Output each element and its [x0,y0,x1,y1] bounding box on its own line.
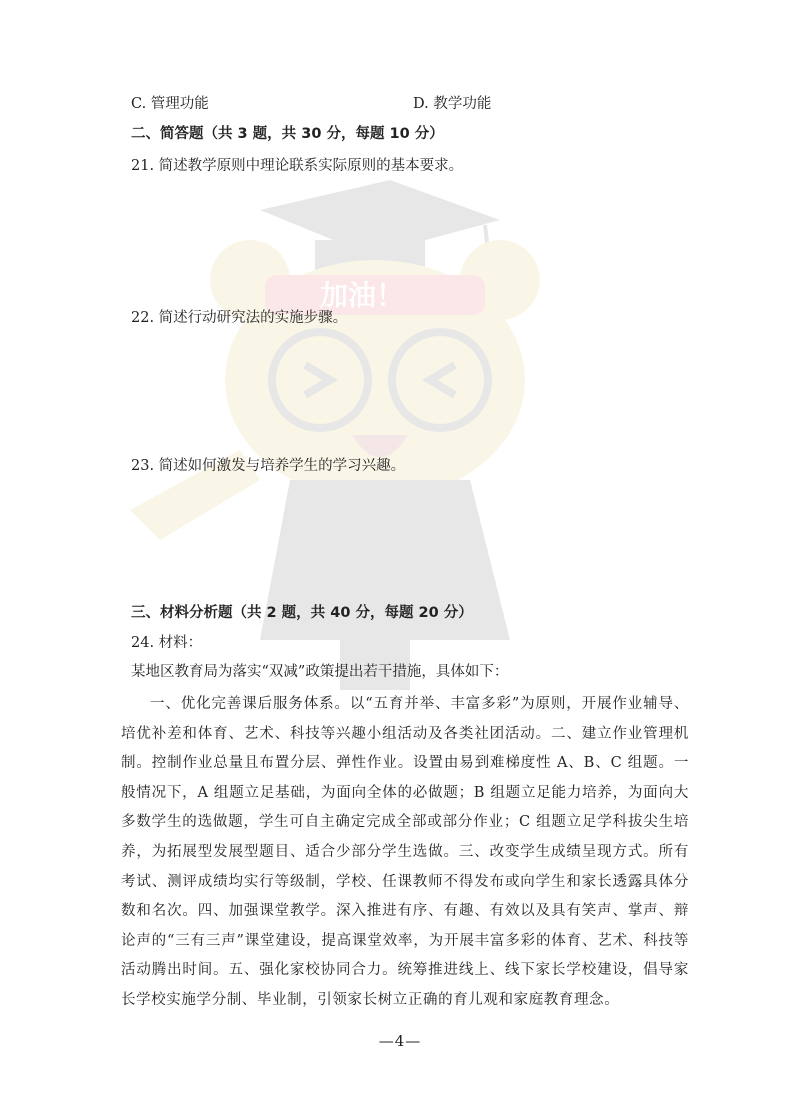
page-number: —4— [378,1032,422,1050]
question-23: 23. 简述如何激发与培养学生的学习兴趣。 [131,458,406,474]
question-21: 21. 简述教学原则中理论联系实际原则的基本要求。 [131,158,464,174]
section2-heading: 二、简答题（共 3 题，共 30 分，每题 10 分） [131,126,444,142]
material-body: 一、优化完善课后服务体系。以“五育并举、丰富多彩”为原则，开展作业辅导、培优补差和体育、艺术、科技等兴趣小组活动及各类社团活动。二、建立作业管理机制。控制作业总量且布置分层、弹性作业。设置由易到难梯度性 A、B、C 组题。一般情况下，A 组题立足基础，为面向全体的必做题；B 组题立足能力培养，为面向大多数学生的选做题，学生可自主确定完成全部或部分作业；C 组题立足学科拔尖生培养，为拓展型发展型题目、适合少部分学生选做。三、改变学生成绩呈现方式。所有考试、测评成绩均实行等级制，学校、任课教师不得发布或向学生和家长透露具体分数和名次。四、加强课堂教学。深入推进有序、有趣、有效以及具有笑声、掌声、辩论声的“三有三声”课堂建设，提高课堂效率，为开展丰富多彩的体育、艺术、科技等活动腾出时间。五、强化家校协同合力。统筹推进线上、线下家长学校建设，倡导家长学校实施学分制、毕业制，引领家长树立正确的育儿观和家庭教育理念。 [121,696,689,1008]
option-d: D. 教学功能 [413,96,492,112]
question-24-label: 24. 材料： [131,635,203,651]
question-22: 22. 简述行动研究法的实施步骤。 [131,310,348,326]
mascot-banner: 加油！ [320,279,405,312]
material-intro: 某地区教育局为落实“双减”政策提出若干措施，具体如下： [131,664,509,680]
section3-heading: 三、材料分析题（共 2 题，共 40 分，每题 20 分） [131,605,473,621]
option-c: C. 管理功能 [131,96,209,112]
